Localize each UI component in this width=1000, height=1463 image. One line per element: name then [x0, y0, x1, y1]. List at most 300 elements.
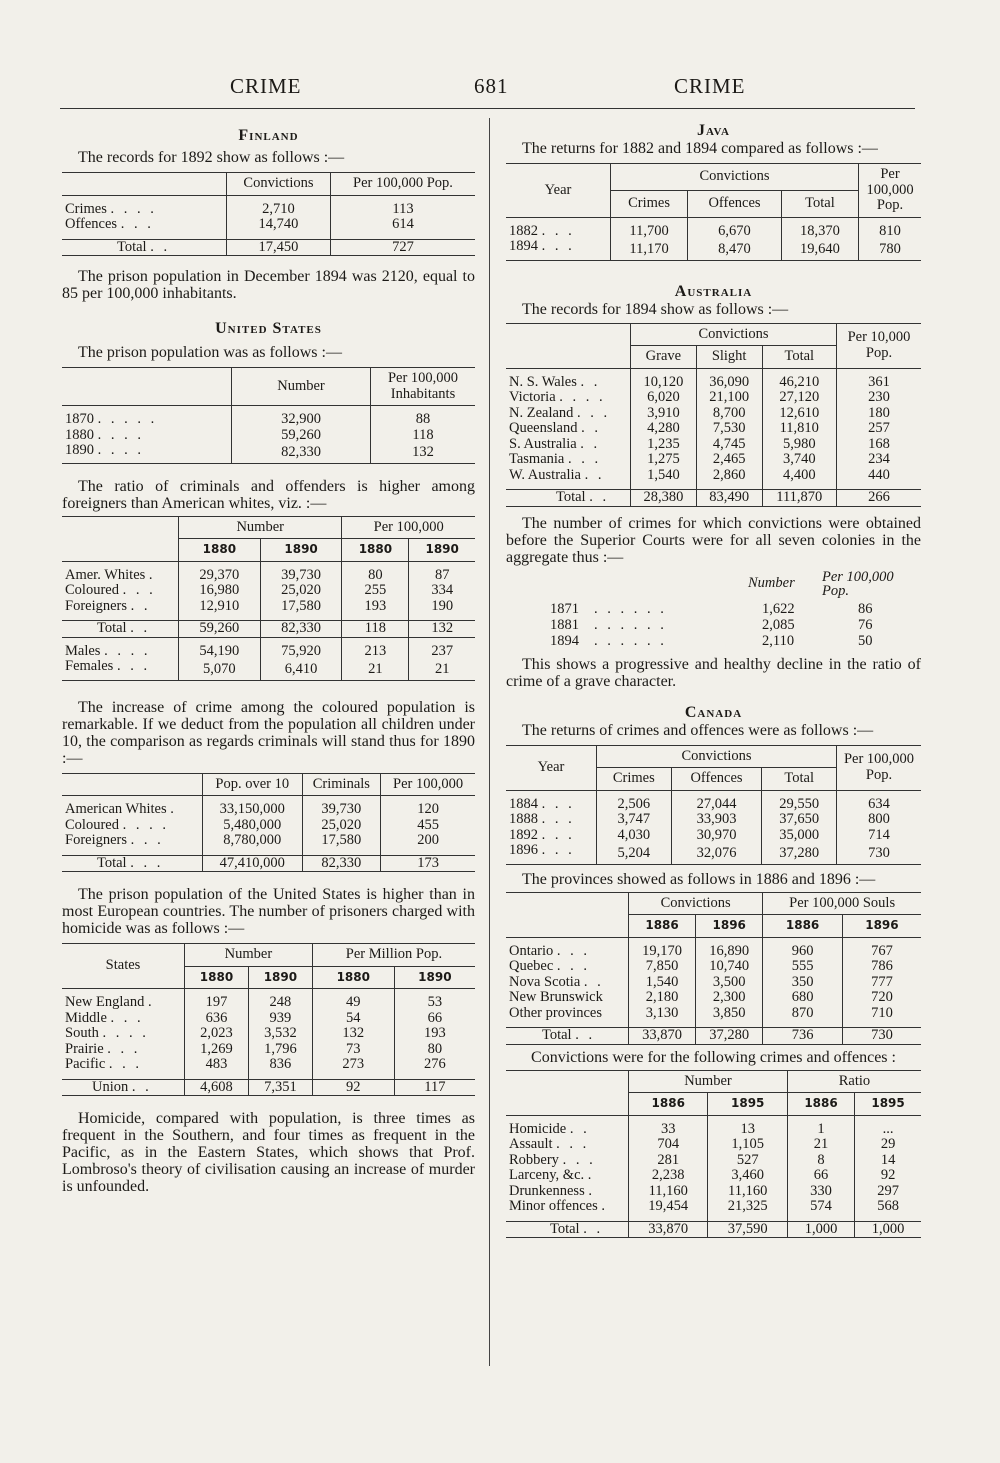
header-right: CRIME — [674, 74, 746, 98]
cell: 2,300 — [696, 990, 763, 1006]
cell: 527 — [708, 1153, 787, 1169]
cell: 17,450 — [227, 239, 331, 256]
cell: 4,280 — [631, 421, 697, 437]
sub-col: Slight — [696, 346, 762, 369]
canada-provinces-table — [506, 892, 921, 1045]
cell: 1 — [787, 1122, 854, 1138]
row-label: Foreigners — [65, 832, 128, 848]
cell: 59,260 — [179, 621, 261, 638]
cell: 17,580 — [302, 833, 381, 849]
sub-col: 1896 — [842, 915, 921, 938]
table-row: 1894 . . . . . . 2,110 50 — [550, 632, 873, 649]
cell: 2,238 — [629, 1168, 708, 1184]
cell: 780 — [859, 239, 922, 260]
running-head — [60, 74, 915, 104]
table-row: 1880 . . . . 59,260 118 — [62, 428, 475, 444]
cell: 11,810 — [762, 421, 836, 437]
table-row: Larceny, &c. . 2,238 3,460 66 92 — [506, 1168, 921, 1184]
sub-col: 1886 — [629, 1093, 708, 1116]
table-row: Quebec . . . 7,850 10,740 555 786 — [506, 959, 921, 975]
cell: 2,506 — [597, 797, 672, 813]
col-per: Per 100,000 Pop. — [837, 745, 922, 790]
cell: 767 — [842, 944, 921, 960]
cell: 33,150,000 — [203, 802, 303, 818]
cell: 33,870 — [629, 1221, 708, 1238]
cell: 11,700 — [611, 224, 688, 240]
java-heading: Java — [697, 122, 730, 139]
cell: 190 — [409, 599, 475, 615]
table-row: Prairie . . . 1,269 1,796 73 80 — [62, 1042, 475, 1058]
cell: 297 — [855, 1184, 921, 1200]
cell: 4,030 — [597, 828, 672, 844]
cell: 7,850 — [629, 959, 696, 975]
sub-col: 1896 — [696, 915, 763, 938]
cell: 614 — [330, 217, 475, 233]
us-prison-table — [62, 367, 475, 464]
cell: 37,590 — [708, 1221, 787, 1238]
cell: 636 — [185, 1011, 249, 1027]
cell: 281 — [629, 1153, 708, 1169]
row-label: Males — [65, 642, 101, 659]
table-row: Homicide . . 33 13 1 ... — [506, 1122, 921, 1138]
row-label: New Brunswick — [509, 989, 603, 1005]
sub-col: Offences — [671, 768, 762, 791]
group-convictions: Convictions — [611, 164, 859, 191]
table-row: S. Australia . . 1,235 4,745 5,980 168 — [506, 437, 921, 453]
cell: 5,980 — [762, 437, 836, 453]
cell: 21,325 — [708, 1199, 787, 1215]
table-row: Males . . . . 54,190 75,920 213 237 — [62, 644, 475, 660]
sub-col: Total — [781, 190, 858, 217]
col-per: Per 100,000 — [381, 773, 475, 796]
finland-note: The prison population in December 1894 was 2120, equal to 85 per 100,000 inhabitants. — [62, 268, 475, 302]
row-label: 1882 — [509, 222, 538, 239]
cell: 786 — [842, 959, 921, 975]
table-row: Nova Scotia . . 1,540 3,500 350 777 — [506, 975, 921, 991]
table-row: New England . 197 248 49 53 — [62, 995, 475, 1011]
cell: 39,730 — [302, 802, 381, 818]
row-label: Offences — [65, 216, 118, 232]
table-row: Drunkenness . 11,160 11,160 330 297 — [506, 1184, 921, 1200]
finland-heading: Finland — [238, 127, 299, 144]
cell: 82,330 — [232, 443, 371, 463]
sub-col: Offences — [688, 190, 782, 217]
cell: 1,540 — [631, 468, 697, 484]
row-label: Ontario — [509, 942, 554, 959]
cell: 92 — [855, 1168, 921, 1184]
right-column — [506, 122, 921, 1238]
row-label: Middle — [65, 1009, 107, 1026]
cell: 3,850 — [696, 1006, 763, 1022]
cell: 53 — [394, 995, 475, 1011]
cell: 82,330 — [260, 621, 342, 638]
cell: 118 — [371, 428, 476, 444]
row-label: Total — [556, 489, 586, 505]
total-row: Total . . 33,870 37,590 1,000 1,000 — [506, 1221, 921, 1238]
cell: 193 — [394, 1026, 475, 1042]
table-row: American Whites . 33,150,000 39,730 120 — [62, 802, 475, 818]
us-ratio-table — [62, 516, 475, 681]
us-over10-table — [62, 773, 475, 873]
cell: 2,180 — [629, 990, 696, 1006]
cell: 2,465 — [696, 452, 762, 468]
cell: 12,610 — [762, 406, 836, 422]
cell: 720 — [842, 990, 921, 1006]
cell: ... — [855, 1122, 921, 1138]
cell: 47,410,000 — [203, 855, 303, 872]
cell: 8,780,000 — [203, 833, 303, 849]
cell: 29 — [855, 1137, 921, 1153]
cell: 83,490 — [696, 490, 762, 507]
cell: 3,130 — [629, 1006, 696, 1022]
group-number: Number — [185, 944, 313, 967]
table-row: Pacific . . . 483 836 273 276 — [62, 1057, 475, 1073]
cell: 7,351 — [248, 1079, 312, 1096]
finland-table — [62, 172, 475, 256]
row-label: Total — [542, 1027, 572, 1043]
us-homicide-note: Homicide, compared with population, is three times as frequent in the Southern, and four times as frequent in the Pacific, as in the Eastern States, which shows that Prof. Lombroso's theory of civilisation causing an increase of murder is unfounded. — [62, 1110, 475, 1195]
cell: 118 — [342, 621, 409, 638]
group-per: Per 100,000 — [342, 516, 475, 539]
row-label: 1881 — [550, 616, 579, 633]
left-column — [62, 122, 475, 1195]
cell: 2,085 — [762, 616, 795, 633]
row-label: S. Australia — [509, 435, 577, 452]
sub-col: 1890 — [248, 966, 312, 989]
cell: 704 — [629, 1137, 708, 1153]
row-label: 1890 — [65, 442, 94, 458]
cell: 13 — [708, 1122, 787, 1138]
cell: 75,920 — [260, 644, 342, 660]
cell: 21 — [409, 659, 475, 680]
group-convictions: Convictions — [629, 892, 763, 915]
cell: 3,460 — [708, 1168, 787, 1184]
cell: 350 — [763, 975, 843, 991]
cell: 1,622 — [762, 600, 795, 617]
sub-col: 1886 — [787, 1093, 854, 1116]
row-label: New England — [65, 994, 145, 1010]
cell: 11,160 — [629, 1184, 708, 1200]
cell: 1,275 — [631, 452, 697, 468]
australia-note1: The number of crimes for which convictions were obtained before the Superior Courts were for all seven colonies in the aggregate thus :— — [506, 514, 921, 566]
cell: 710 — [842, 1006, 921, 1022]
table-row: Coloured . . . . 5,480,000 25,020 455 — [62, 818, 475, 834]
cell: 440 — [837, 468, 922, 484]
cell: 66 — [394, 1011, 475, 1027]
cell: 39,730 — [260, 568, 342, 584]
cell: 234 — [837, 452, 922, 468]
table-row: Coloured . . . 16,980 25,020 255 334 — [62, 583, 475, 599]
cell: 4,745 — [696, 437, 762, 453]
total-row: Total . . 17,450 727 — [62, 239, 475, 256]
table-row: 1871 . . . . . . 1,622 86 — [550, 600, 873, 617]
cell: 21 — [342, 659, 409, 680]
cell: 197 — [185, 995, 249, 1011]
australia-intro: The records for 1894 show as follows :— — [522, 300, 789, 318]
cell: 6,020 — [631, 390, 697, 406]
cell: 35,000 — [762, 828, 837, 844]
table-row: 1890 . . . . 82,330 132 — [62, 443, 475, 463]
table-row: Queensland . . 4,280 7,530 11,810 257 — [506, 421, 921, 437]
row-label: Homicide — [509, 1120, 567, 1137]
cell: 1,540 — [629, 975, 696, 991]
cell: 714 — [837, 828, 922, 844]
col-number: Number — [232, 368, 371, 406]
row-label: 1896 — [509, 842, 538, 858]
cell: 455 — [381, 818, 475, 834]
cell: 727 — [330, 239, 475, 256]
cell: 2,710 — [227, 202, 331, 218]
table-row — [506, 990, 921, 1006]
cell: 5,070 — [179, 659, 261, 680]
row-label: 1880 — [65, 426, 94, 443]
cell: 730 — [842, 1028, 921, 1045]
cell: 3,532 — [248, 1026, 312, 1042]
cell: 19,454 — [629, 1199, 708, 1215]
row-label: Quebec — [509, 958, 554, 974]
sub-col: 1895 — [708, 1093, 787, 1116]
total-row: Total . . 28,380 83,490 111,870 266 — [506, 490, 921, 507]
sub-col: 1880 — [312, 966, 394, 989]
col-per: Per 100,000 Pop. — [859, 164, 922, 218]
cell: 237 — [409, 644, 475, 660]
us-over10-intro: The increase of crime among the coloured population is remarkable. If we deduct from the population all children under 10, the comparison as regards criminals will stand thus for 1890 :— — [62, 698, 475, 767]
australia-heading: Australia — [674, 282, 753, 300]
cell: 37,650 — [762, 812, 837, 828]
col-year: Year — [544, 181, 572, 198]
row-label: W. Australia — [509, 466, 581, 483]
cell: 810 — [859, 224, 922, 240]
cell: 11,170 — [611, 239, 688, 260]
sub-col: 1886 — [763, 915, 843, 938]
row-label: Total — [550, 1220, 580, 1237]
us-ratio-intro: The ratio of criminals and offenders is higher among foreigners than American whites, viz. :— — [62, 477, 475, 512]
cell: 11,160 — [708, 1184, 787, 1200]
cell: 4,608 — [185, 1079, 249, 1096]
cell: 33 — [629, 1122, 708, 1138]
cell: 21 — [787, 1137, 854, 1153]
sub-col: 1880 — [185, 966, 249, 989]
row-label: N. Zealand — [509, 404, 574, 421]
sub-col: 1890 — [409, 539, 475, 562]
cell: 960 — [763, 944, 843, 960]
cell: 25,020 — [302, 818, 381, 834]
row-label: Total — [97, 854, 127, 871]
canada-provinces-intro: The provinces showed as follows in 1886 and 1896 :— — [522, 870, 876, 888]
total-row: Total . . . 47,410,000 82,330 173 — [62, 855, 475, 872]
cell: 255 — [342, 583, 409, 599]
finland-intro: The records for 1892 show as follows :— — [78, 149, 345, 166]
cell: 4,400 — [762, 468, 836, 484]
cell: 120 — [381, 802, 475, 818]
total-row: Total . . 33,870 37,280 736 730 — [506, 1028, 921, 1045]
cell: 1,105 — [708, 1137, 787, 1153]
cell: 173 — [381, 855, 475, 872]
cell: 870 — [763, 1006, 843, 1022]
column-divider — [489, 118, 490, 1366]
cell: 1,796 — [248, 1042, 312, 1058]
finland-col-convictions: Convictions — [227, 173, 331, 196]
cell: 10,740 — [696, 959, 763, 975]
cell: 3,740 — [762, 452, 836, 468]
sub-col: 1895 — [855, 1093, 921, 1116]
cell: 19,170 — [629, 944, 696, 960]
cell: 87 — [409, 568, 475, 584]
sub-col: 1880 — [342, 539, 409, 562]
cell: 939 — [248, 1011, 312, 1027]
row-label: N. S. Wales — [509, 373, 577, 390]
cell: 6,670 — [688, 224, 782, 240]
row-label: Victoria — [509, 389, 556, 405]
table-row: Assault . . . 704 1,105 21 29 — [506, 1137, 921, 1153]
row-label: American Whites — [65, 801, 167, 817]
row-label: 1870 — [65, 411, 94, 427]
cell: 200 — [381, 833, 475, 849]
table-row: W. Australia . . 1,540 2,860 4,400 440 — [506, 468, 921, 484]
row-label: Amer. Whites — [65, 566, 146, 583]
australia-table — [506, 323, 921, 507]
canada-heading: Canada — [684, 703, 743, 721]
cell: 80 — [342, 568, 409, 584]
row-label: Females — [65, 658, 114, 674]
cell: 555 — [763, 959, 843, 975]
row-label: 1892 — [509, 826, 538, 843]
cell: 2,110 — [762, 632, 795, 649]
sub-col: Grave — [631, 346, 697, 369]
cell: 59,260 — [232, 428, 371, 444]
cell: 836 — [248, 1057, 312, 1073]
cell: 14 — [855, 1153, 921, 1169]
cell: 736 — [763, 1028, 843, 1045]
us-homicide-table — [62, 943, 475, 1096]
row-label: Prairie — [65, 1040, 104, 1057]
agg-col-number: Number — [748, 574, 795, 591]
row-label: 1884 — [509, 795, 538, 812]
row-label: Other provinces — [509, 1004, 603, 1021]
cell: 32,900 — [232, 412, 371, 428]
row-label: Total — [117, 238, 147, 255]
table-row: N. Zealand . . . 3,910 8,700 12,610 180 — [506, 406, 921, 422]
row-label: Total — [97, 620, 127, 636]
table-row: Minor offences . 19,454 21,325 574 568 — [506, 1199, 921, 1215]
table-row: Victoria . . . . 6,020 21,100 27,120 230 — [506, 390, 921, 406]
cell: 132 — [312, 1026, 394, 1042]
cell: 86 — [858, 600, 873, 617]
cell: 334 — [409, 583, 475, 599]
canada-intro: The returns of crimes and offences were as follows :— — [522, 721, 874, 739]
row-label: 1871 — [550, 600, 579, 617]
table-row: 1892 . . . 4,030 30,970 35,000 714 — [506, 828, 921, 844]
cell: 92 — [312, 1079, 394, 1096]
australia-note2: This shows a progressive and healthy decline in the ratio of crime of a grave character. — [506, 655, 921, 690]
cell: 132 — [409, 621, 475, 638]
row-label: 1894 — [550, 632, 579, 649]
cell: 574 — [787, 1199, 854, 1215]
table-row: South . . . . 2,023 3,532 132 193 — [62, 1026, 475, 1042]
cell: 273 — [312, 1057, 394, 1073]
cell: 29,370 — [179, 568, 261, 584]
table-row: Foreigners . . 12,910 17,580 193 190 — [62, 599, 475, 615]
cell: 54 — [312, 1011, 394, 1027]
cell: 330 — [787, 1184, 854, 1200]
cell: 266 — [837, 490, 922, 507]
us-heading: United States — [215, 320, 322, 337]
cell: 8,700 — [696, 406, 762, 422]
col-pop: Pop. over 10 — [203, 773, 303, 796]
cell: 1,000 — [787, 1221, 854, 1238]
cell: 82,330 — [302, 855, 381, 872]
row-label: Tasmania — [509, 451, 565, 467]
sub-col: Total — [762, 768, 837, 791]
cell: 37,280 — [696, 1028, 763, 1045]
total-row: Union . . 4,608 7,351 92 117 — [62, 1079, 475, 1096]
cell: 180 — [837, 406, 922, 422]
row-label: Queensland — [509, 420, 578, 436]
us-prison-intro: The prison population was as follows :— — [78, 344, 342, 361]
row-label: Nova Scotia — [509, 973, 581, 990]
sub-col: 1890 — [394, 966, 475, 989]
cell: 25,020 — [260, 583, 342, 599]
col-per: Per 10,000 Pop. — [837, 323, 922, 368]
group-number: Number — [179, 516, 342, 539]
cell: 680 — [763, 990, 843, 1006]
sub-col: 1886 — [629, 915, 696, 938]
row-label: Foreigners — [65, 597, 128, 614]
agg-col-per: Per 100,000 Pop. — [822, 568, 894, 599]
table-row: Amer. Whites . 29,370 39,730 80 87 — [62, 568, 475, 584]
cell: 32,076 — [671, 843, 762, 864]
row-label: Coloured — [65, 816, 119, 833]
cell: 18,370 — [781, 224, 858, 240]
cell: 21,100 — [696, 390, 762, 406]
col-per: Per 100,000 Inhabitants — [371, 368, 476, 406]
row-label: Drunkenness — [509, 1182, 585, 1199]
sub-col: 1890 — [260, 539, 342, 562]
cell: 27,120 — [762, 390, 836, 406]
row-label: Crimes — [65, 200, 107, 217]
table-row: 1894 . . . 11,170 8,470 19,640 780 — [506, 239, 921, 260]
cell: 8 — [787, 1153, 854, 1169]
cell: 5,204 — [597, 843, 672, 864]
cell: 33,870 — [629, 1028, 696, 1045]
cell: 2,023 — [185, 1026, 249, 1042]
canada-offences-table — [506, 1070, 921, 1239]
cell: 46,210 — [762, 375, 836, 391]
cell: 19,640 — [781, 239, 858, 260]
java-intro: The returns for 1882 and 1894 compared as follows :— — [522, 140, 878, 157]
cell: 2,860 — [696, 468, 762, 484]
cell: 30,970 — [671, 828, 762, 844]
cell: 36,090 — [696, 375, 762, 391]
sub-col: Crimes — [611, 190, 688, 217]
header-left: CRIME — [230, 74, 302, 98]
row-label: 1888 — [509, 811, 538, 827]
cell: 193 — [342, 599, 409, 615]
cell: 111,870 — [762, 490, 836, 507]
cell: 6,410 — [260, 659, 342, 680]
sub-col: Total — [762, 346, 836, 369]
table-row — [506, 1006, 921, 1022]
table-row: Ontario . . . 19,170 16,890 960 767 — [506, 944, 921, 960]
table-row: 1888 . . . 3,747 33,903 37,650 800 — [506, 812, 921, 828]
table-row: Foreigners . . . 8,780,000 17,580 200 — [62, 833, 475, 849]
cell: 80 — [394, 1042, 475, 1058]
cell: 66 — [787, 1168, 854, 1184]
cell: 10,120 — [631, 375, 697, 391]
cell: 54,190 — [179, 644, 261, 660]
row-label: South — [65, 1025, 99, 1041]
cell: 76 — [858, 616, 873, 633]
